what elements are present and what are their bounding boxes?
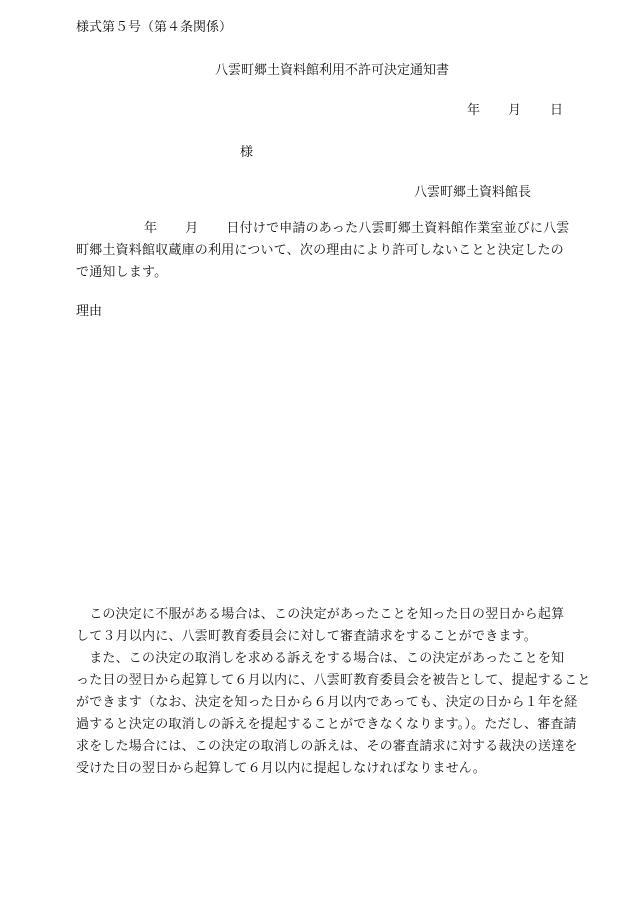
main-paragraph-line-2: 町郷土資料館収蔵庫の利用について、次の理由により許可しないことと決定したの <box>76 243 564 258</box>
addressee-honorific: 様 <box>240 145 254 160</box>
notice-line: して３月以内に、八雲町教育委員会に対して審査請求をすることができます。 <box>76 629 537 644</box>
form-number: 様式第５号（第４条関係） <box>76 20 233 35</box>
application-month-label: 月 <box>185 221 199 236</box>
notice-line: った日の翌日から起算して６月以内に、八雲町教育委員会を被告として、提起すること <box>76 673 591 688</box>
main-paragraph <box>76 218 581 284</box>
application-year-label: 年 <box>144 221 158 236</box>
reason-label: 理由 <box>76 304 103 319</box>
notice-line: この決定に不服がある場合は、この決定があったことを知った日の翌日から起算 <box>76 607 565 622</box>
notice-line: ができます（なお、決定を知った日から６月以内であっても、決定の日から１年を経 <box>76 695 578 710</box>
sender-name: 八雲町郷土資料館長 <box>414 185 532 200</box>
main-paragraph-line-1 <box>76 218 581 240</box>
date-month-label: 月 <box>508 103 522 118</box>
application-day-text: 日付けで申請のあった八雲町郷土資料館作業室並びに八雲 <box>226 221 570 236</box>
date-day-label: 日 <box>550 103 564 118</box>
appeal-notice <box>76 604 591 780</box>
document-title: 八雲町郷土資料館利用不許可決定通知書 <box>215 63 450 78</box>
notice-line: 受けた日の翌日から起算して６月以内に提起しなければなりません。 <box>76 761 486 776</box>
notice-line: 過すると決定の取消しの訴えを提起することができなくなります。）。ただし、審査請 <box>76 717 577 732</box>
main-paragraph-line-3: で通知します。 <box>76 265 168 280</box>
date-year-label: 年 <box>467 103 481 118</box>
notice-line: 求をした場合には、この決定の取消しの訴えは、その審査請求に対する裁決の送達を <box>76 739 578 754</box>
notice-line: また、この決定の取消しを求める訴えをする場合は、この決定があったことを知 <box>76 651 565 666</box>
